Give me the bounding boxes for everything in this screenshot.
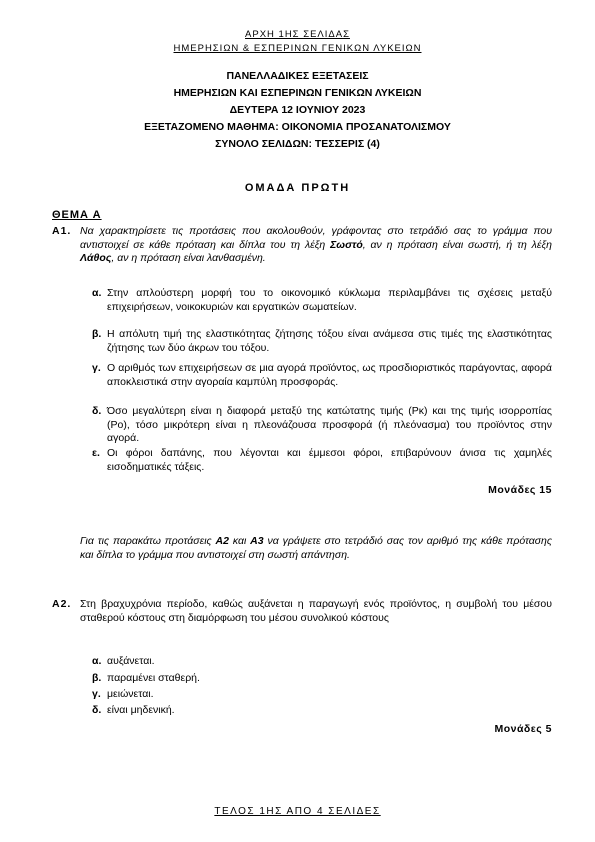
- a2a3-instr-part3: να γράψετε στο τετράδιό σας τον αριθμό της κάθε πρότασης και δίπλα το γράμμα που αντιστοιχεί στη σωστή απάντηση.: [80, 535, 552, 561]
- a2-option-letter: β.: [92, 672, 102, 684]
- question-a2-number: Α2.: [52, 598, 72, 610]
- a1-item-d-part2: ) και της τιμής ισορροπίας (: [107, 405, 552, 431]
- exam-title-line1: ΠΑΝΕΛΛΑΔΙΚΕΣ ΕΞΕΤΑΣΕΙΣ: [226, 70, 369, 82]
- a1-instr-part3: , αν η πρόταση είναι λανθασμένη.: [111, 252, 266, 265]
- a1-item-letter: β.: [92, 328, 102, 340]
- a2-option-text: είναι μηδενική.: [107, 704, 175, 716]
- a1-item-letter: δ.: [92, 405, 102, 417]
- a1-item-d-po: Pο: [110, 418, 124, 431]
- thema-heading: ΘΕΜΑ Α: [52, 209, 102, 221]
- question-a2-text: Στη βραχυχρόνια περίοδο, καθώς αυξάνεται η παραγωγή ενός προϊόντος, η συμβολή του μέσου σταθερού κόστους στη διαμόρφωση του μέσου συνολικού κόστους: [80, 598, 552, 624]
- a1-marks: Μονάδες 15: [488, 484, 552, 496]
- question-a1-number: Α1.: [52, 225, 72, 237]
- exam-title-line2: ΗΜΕΡΗΣΙΩΝ ΚΑΙ ΕΣΠΕΡΙΝΩΝ ΓΕΝΙΚΩΝ ΛΥΚΕΙΩΝ: [173, 87, 422, 99]
- exam-subject: ΕΞΕΤΑΖΟΜΕΝΟ ΜΑΘΗΜΑ: ΟΙΚΟΝΟΜΙΑ ΠΡΟΣΑΝΑΤΟΛΙΣΜΟΥ: [144, 121, 451, 133]
- a2-option-letter: γ.: [92, 688, 101, 700]
- a2a3-instr-a3: Α3: [250, 535, 264, 547]
- a1-item-d-pk: Pκ: [411, 405, 425, 417]
- a1-item-d-part3: ), τόσο μικρότερη είναι η πλεονάζουσα προσφορά (ή πλεόνασμα) του προϊόντος στην αγορά.: [107, 418, 552, 445]
- a1-item-text: Η απόλυτη τιμή της ελαστικότητας ζήτησης τόξου είναι ανάμεσα στις τιμές της ελαστικότητας ζήτησης των δύο άκρων του τόξου.: [107, 328, 552, 354]
- page-header-school: ΗΜΕΡΗΣΙΩΝ & ΕΣΠΕΡΙΝΩΝ ΓΕΝΙΚΩΝ ΛΥΚΕΙΩΝ: [173, 43, 422, 54]
- a2a3-instr-part1: Για τις παρακάτω προτάσεις: [80, 535, 216, 547]
- a2-option-text: παραμένει σταθερή.: [107, 672, 200, 684]
- page-header-start: ΑΡΧΗ 1ΗΣ ΣΕΛΙΔΑΣ: [245, 29, 350, 40]
- a1-instr-wrong-word: Λάθος: [80, 252, 112, 265]
- a2-marks: Μονάδες 5: [494, 723, 552, 735]
- a1-instr-correct-word: Σωστό: [330, 238, 363, 251]
- a1-instr-part2: , αν η πρόταση είναι σωστή, ή τη λέξη: [362, 238, 552, 251]
- a1-item-letter: γ.: [92, 362, 101, 374]
- a1-item-text: [107, 405, 552, 446]
- a1-item-letter: α.: [92, 287, 102, 299]
- a1-item-text: Οι φόροι δαπάνης, που λέγονται και έμμεσοι φόροι, επιβαρύνουν άνισα τις χαμηλές εισοδηματικές τάξεις.: [107, 447, 552, 473]
- a2-option-text: αυξάνεται.: [107, 655, 155, 667]
- page-footer: ΤΕΛΟΣ 1ΗΣ ΑΠΟ 4 ΣΕΛΙΔΕΣ: [214, 806, 381, 817]
- exam-page-count: ΣΥΝΟΛΟ ΣΕΛΙΔΩΝ: ΤΕΣΣΕΡΙΣ (4): [215, 138, 380, 150]
- a1-item-text: Ο αριθμός των επιχειρήσεων σε μια αγορά προϊόντος, ως προσδιοριστικός παράγοντας, αφορά αποκλειστικά στην αγοραία καμπύλη προσφοράς.: [107, 362, 552, 388]
- a2a3-instr-a2: Α2: [215, 535, 229, 547]
- a2a3-instr-part2: και: [228, 535, 251, 547]
- exam-date: ΔΕΥΤΕΡΑ 12 ΙΟΥΝΙΟΥ 2023: [229, 104, 366, 116]
- group-title: ΟΜΑΔΑ ΠΡΩΤΗ: [244, 182, 351, 194]
- a2-option-text: μειώνεται.: [107, 688, 154, 700]
- question-a1-instructions: [80, 225, 552, 266]
- a2-option-letter: α.: [92, 655, 102, 667]
- a1-item-d-part1: Όσο μεγαλύτερη είναι η διαφορά μεταξύ της κατώτατης τιμής (: [107, 405, 412, 417]
- a1-instr-part1: Να χαρακτηρίσετε τις προτάσεις που ακολουθούν, γράφοντας στο τετράδιό σας το γράμμα που αντιστοιχεί σε κάθε πρόταση και δίπλα του τη λέξη: [80, 225, 552, 251]
- a1-item-text: Στην απλούστερη μορφή του το οικονομικό κύκλωμα περιλαμβάνει τις σχέσεις μεταξύ επιχειρήσεων, νοικοκυριών και εργατικών σωματείων.: [107, 287, 552, 313]
- a2-a3-instructions: [80, 535, 552, 562]
- a1-item-letter: ε.: [92, 447, 100, 459]
- a2-option-letter: δ.: [92, 704, 102, 716]
